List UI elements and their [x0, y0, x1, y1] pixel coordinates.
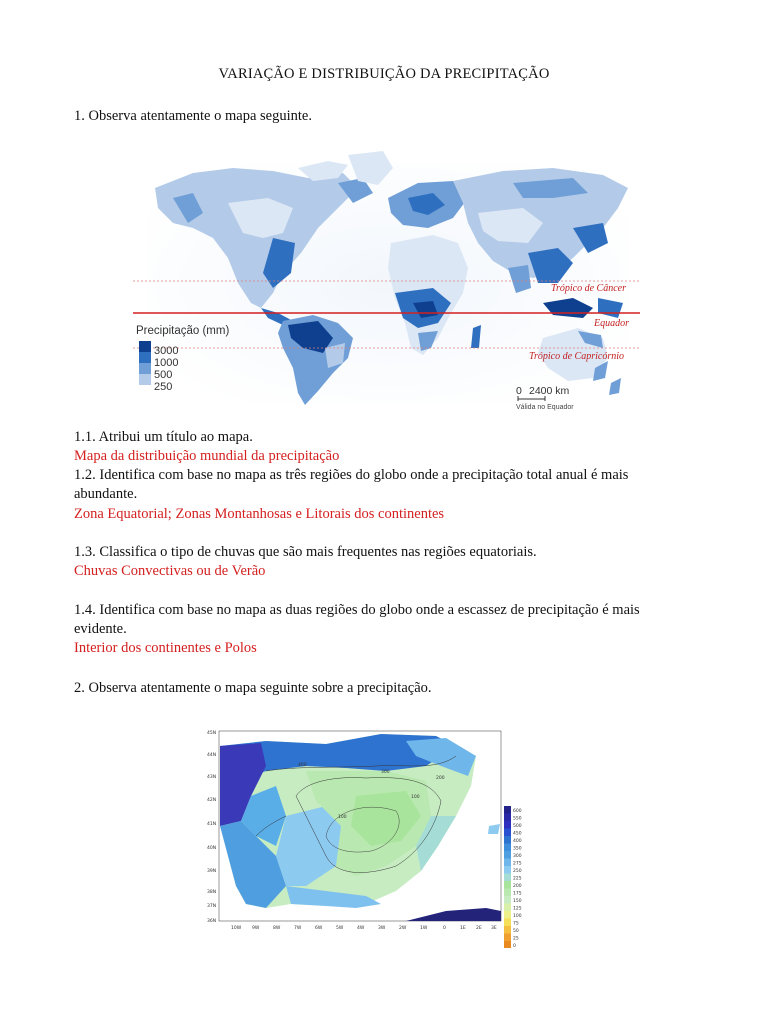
- lat-tick: 43N: [207, 775, 217, 780]
- page-title: VARIAÇÃO E DISTRIBUIÇÃO DA PRECIPITAÇÃO: [218, 66, 550, 82]
- legend-swatch-1000: [139, 352, 151, 363]
- colorbar-label: 125: [513, 906, 522, 912]
- contour-label-100-a: 100: [338, 815, 347, 820]
- equator-label: Equador: [594, 318, 629, 329]
- question-1-3: 1.3. Classifica o tipo de chuvas que são mais frequentes nas regiões equatoriais.: [74, 544, 537, 560]
- question-2: 2. Observa atentamente o mapa seguinte sobre a precipitação.: [74, 680, 432, 696]
- lon-tick: 7W: [294, 926, 302, 931]
- answer-1-3: Chuvas Convectivas ou de Verão: [74, 563, 266, 579]
- lat-tick: 40N: [207, 846, 217, 851]
- colorbar-label: 450: [513, 831, 522, 837]
- lat-tick: 42N: [207, 798, 217, 803]
- contour-label-300: 300: [381, 770, 390, 775]
- lon-tick: 2W: [399, 926, 407, 931]
- colorbar-label: 100: [513, 914, 522, 919]
- lon-tick: 8W: [273, 926, 281, 931]
- colorbar-label: 550: [513, 816, 522, 822]
- answer-1-1: Mapa da distribuição mundial da precipitação: [74, 448, 340, 464]
- iberia-precipitation-map: [206, 726, 526, 956]
- colorbar-label: 50: [513, 929, 519, 934]
- lon-tick: 3E: [491, 926, 497, 931]
- lon-tick: 1E: [460, 926, 466, 931]
- answer-1-4: Interior dos continentes e Polos: [74, 640, 257, 656]
- lon-tick: 3W: [378, 926, 386, 931]
- colorbar-label: 275: [513, 861, 522, 867]
- lat-tick: 41N: [207, 822, 217, 827]
- colorbar-label: 600: [513, 809, 522, 814]
- scale-distance: 2400 km: [529, 385, 570, 397]
- answer-1-2: Zona Equatorial; Zonas Montanhosas e Litorais dos continentes: [74, 506, 445, 522]
- legend-label-3000: 3000: [154, 345, 179, 357]
- lat-tick: 36N: [207, 919, 217, 924]
- colorbar-label: 150: [513, 899, 522, 904]
- colorbar-label: 200: [513, 884, 522, 889]
- colorbar-label: 175: [513, 891, 522, 897]
- lon-tick: 9W: [252, 926, 260, 931]
- colorbar-label: 350: [513, 846, 522, 852]
- world-precipitation-map: [133, 143, 640, 413]
- colorbar-label: 250: [513, 869, 522, 874]
- colorbar-label: 0: [513, 944, 516, 949]
- lon-tick: 4W: [357, 926, 365, 931]
- legend-swatch-3000: [139, 341, 151, 352]
- legend-label-250: 250: [154, 381, 173, 393]
- colorbar-label: 400: [513, 839, 522, 844]
- question-1: 1. Observa atentamente o mapa seguinte.: [74, 108, 312, 124]
- lon-tick: 5W: [336, 926, 344, 931]
- legend-swatch-500: [139, 363, 151, 374]
- lat-tick: 39N: [207, 869, 217, 874]
- tropic-of-capricorn-label: Trópico de Capricórnio: [529, 351, 625, 362]
- legend-label-1000: 1000: [154, 357, 179, 369]
- question-1-2-line2: abundante.: [74, 486, 138, 502]
- question-1-4-line1: 1.4. Identifica com base no mapa as duas regiões do globo onde a escassez de precipitação é mais: [74, 602, 640, 618]
- question-1-4-line2: evidente.: [74, 621, 127, 637]
- scale-zero: 0: [516, 385, 522, 397]
- contour-label-400: 400: [298, 763, 307, 768]
- lon-tick: 2E: [476, 926, 482, 931]
- lon-tick: 6W: [315, 926, 323, 931]
- lon-tick: 1W: [420, 926, 428, 931]
- colorbar-label: 25: [513, 936, 519, 942]
- lat-tick: 37N: [207, 904, 217, 909]
- lon-tick: 0: [443, 926, 446, 931]
- contour-label-200: 200: [436, 776, 445, 781]
- colorbar-label: 500: [513, 824, 522, 829]
- colorbar-label: 300: [513, 854, 522, 859]
- legend-label-500: 500: [154, 369, 173, 381]
- scale-note: Válida no Equador: [516, 404, 574, 411]
- lon-tick: 10W: [231, 926, 242, 931]
- legend-swatch-250: [139, 374, 151, 385]
- contour-label-100-b: 100: [411, 795, 420, 800]
- colorbar-label: 225: [513, 876, 522, 882]
- question-1-1: 1.1. Atribui um título ao mapa.: [74, 429, 253, 445]
- lat-tick: 38N: [207, 890, 217, 895]
- lat-tick: 45N: [207, 731, 217, 736]
- colorbar-label: 75: [513, 921, 519, 927]
- lat-tick: 44N: [207, 753, 217, 758]
- legend-title: Precipitação (mm): [136, 325, 230, 337]
- tropic-of-cancer-label: Trópico de Câncer: [551, 283, 626, 294]
- question-1-2-line1: 1.2. Identifica com base no mapa as três regiões do globo onde a precipitação total anual é mais: [74, 467, 629, 483]
